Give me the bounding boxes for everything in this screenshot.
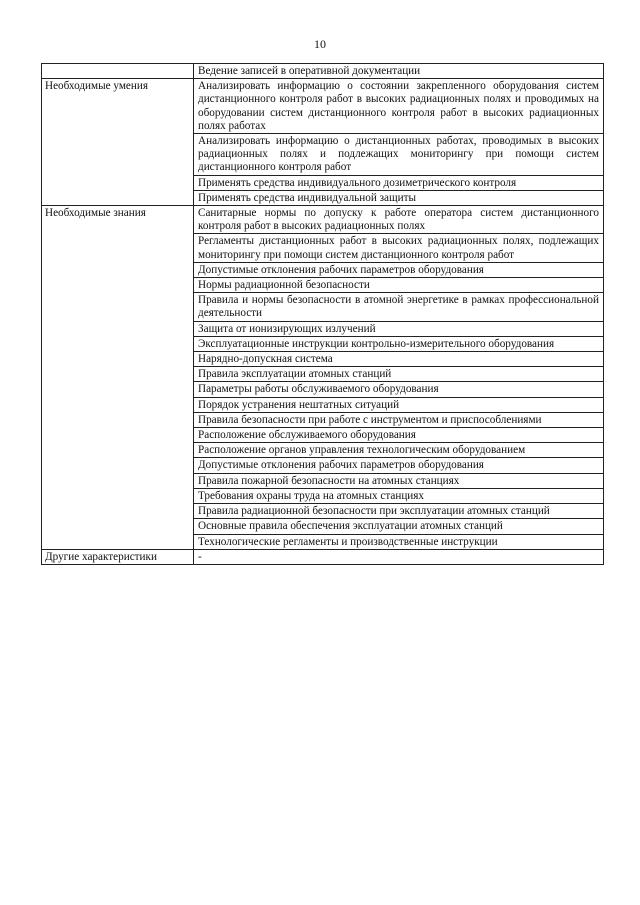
table-cell-item: Ведение записей в оперативной документации	[194, 64, 604, 79]
table-cell-item: Требования охраны труда на атомных станциях	[194, 488, 604, 503]
table-cell-item: Порядок устранения нештатных ситуаций	[194, 397, 604, 412]
table-cell-item: Расположение обслуживаемого оборудования	[194, 428, 604, 443]
table-row	[42, 549, 604, 564]
table-cell-item: Анализировать информацию о состоянии закрепленного оборудования систем дистанционного контроля работ в высоких радиационных полях и проводимых на оборудовании систем дистанционного контроля работ в высоких радиационных полях работах	[194, 79, 604, 134]
table-cell-item: -	[194, 549, 604, 564]
table-row	[42, 206, 604, 234]
table-cell-item: Применять средства индивидуальной защиты	[194, 190, 604, 205]
table-cell-item: Правила пожарной безопасности на атомных станциях	[194, 473, 604, 488]
table-cell-item: Правила эксплуатации атомных станций	[194, 367, 604, 382]
table-cell-item: Регламенты дистанционных работ в высоких радиационных полях, подлежащих мониторингу при помощи систем дистанционного контроля работ	[194, 234, 604, 262]
table-cell-item: Допустимые отклонения рабочих параметров оборудования	[194, 262, 604, 277]
competency-table	[41, 63, 604, 565]
section-label: Другие характеристики	[42, 549, 194, 564]
table-cell-item: Эксплуатационные инструкции контрольно-измерительного оборудования	[194, 336, 604, 351]
row-label-empty	[42, 64, 194, 79]
table-cell-item: Основные правила обеспечения эксплуатации атомных станций	[194, 519, 604, 534]
table-cell-item: Допустимые отклонения рабочих параметров оборудования	[194, 458, 604, 473]
table-row	[42, 79, 604, 134]
section-label: Необходимые умения	[42, 79, 194, 206]
table-cell-item: Правила и нормы безопасности в атомной энергетике в рамках профессиональной деятельности	[194, 293, 604, 321]
table-cell-item: Нормы радиационной безопасности	[194, 278, 604, 293]
table-cell-item: Нарядно-допускная система	[194, 352, 604, 367]
table-cell-item: Параметры работы обслуживаемого оборудования	[194, 382, 604, 397]
table-cell-item: Расположение органов управления технологическим оборудованием	[194, 443, 604, 458]
table-cell-item: Технологические регламенты и производственные инструкции	[194, 534, 604, 549]
table-cell-item: Анализировать информацию о дистанционных работах, проводимых в высоких радиационных полях и подлежащих мониторингу при помощи систем дистанционного контроля работ	[194, 134, 604, 176]
page-number: 10	[314, 37, 326, 51]
table-cell-item: Санитарные нормы по допуску к работе оператора систем дистанционного контроля работ в высоких радиационных полях	[194, 206, 604, 234]
table-cell-item: Правила безопасности при работе с инструментом и приспособлениями	[194, 412, 604, 427]
table-cell-item: Защита от ионизирующих излучений	[194, 321, 604, 336]
table-cell-item: Применять средства индивидуального дозиметрического контроля	[194, 175, 604, 190]
table-cell-item: Правила радиационной безопасности при эксплуатации атомных станций	[194, 504, 604, 519]
table-row	[42, 64, 604, 79]
section-label: Необходимые знания	[42, 206, 194, 550]
competency-table-body	[42, 64, 604, 565]
